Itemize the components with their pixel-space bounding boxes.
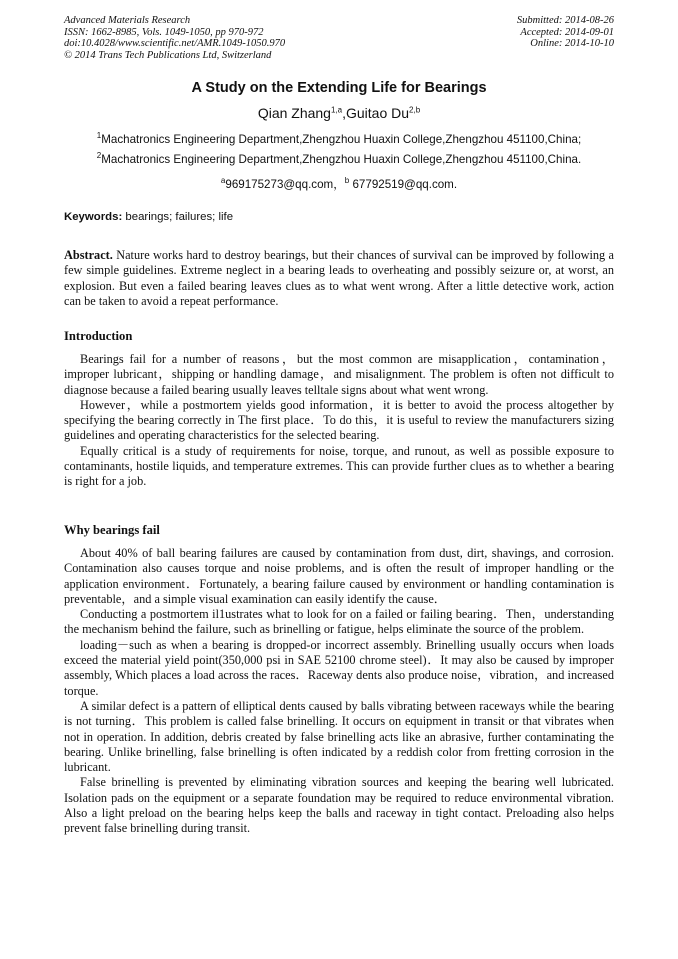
submitted-date: Submitted: 2014-08-26 <box>516 15 614 26</box>
abstract-text: Nature works hard to destroy bearings, but their chances of survival can be improved by following a few simple guidelines. Extreme neglect in a bearing leads to overheating and possibly seizure or, at worst, an explosion. But even a failed bearing leaves clues as to what went wrong. After a little detective work, action can be taken to avoid a repeat performance. <box>64 248 614 308</box>
journal-issn: ISSN: 1662-8985, Vols. 1049-1050, pp 970-972 <box>64 26 264 38</box>
affiliation-2-text: Machatronics Engineering Department,Zhengzhou Huaxin College,Zhengzhou 451100,China. <box>101 153 582 166</box>
author-1: Qian Zhang <box>257 105 331 121</box>
author-1-sup: 1,a <box>330 105 343 115</box>
email-b-sup: b <box>344 176 350 186</box>
accepted-date: Accepted: 2014-09-01 <box>520 26 614 38</box>
online-date: Online: 2014-10-10 <box>530 38 614 50</box>
journal-doi[interactable]: doi:10.4028/www.scientific.net/AMR.1049-1050.970 <box>64 38 286 50</box>
affiliation-2-sup: 2 <box>96 151 102 161</box>
author-2: Guitao Du <box>346 105 410 121</box>
affiliation-1 <box>0 133 678 146</box>
journal-name: Advanced Materials Research <box>64 15 191 26</box>
author-emails <box>0 176 678 192</box>
paragraph: False brinelling is prevented by eliminating vibration sources and keeping the bearing well lubricated. Isolation pads on the equipment or a separate foundation may be required to reduce environmental vibration. Also a light preload on the bearing helps keep the balls and raceway in tight contact. Preloading also helps prevent false brinelling during transit. <box>64 775 614 836</box>
author-2-sup: 2,b <box>409 105 421 115</box>
journal-header-right <box>517 15 614 50</box>
paragraph: A similar defect is a pattern of elliptical dents caused by balls vibrating between raceways while the bearing is not turning．This problem is called false brinelling. It occurs on equipment in transit or that vibrates when not in operation. In addition, debris created by false brinelling acts like an abrasive, further contaminating the bearing. Unlike brinelling, false brinelling is often indicated by a reddish color from fretting corrosion in the lubricant. <box>64 698 614 775</box>
why-bearings-fail-section <box>64 546 614 837</box>
abstract <box>64 248 614 309</box>
author-separator: , <box>342 105 346 121</box>
keywords-label: Keywords: <box>64 211 123 223</box>
paragraph: However，while a postmortem yields good information，it is better to avoid the process altogether by specifying the bearing correctly in The first place．To do this，it is useful to review the manufacturers sizing guidelines and operating characteristics for the selected bearing. <box>64 397 614 443</box>
affiliation-1-text: Machatronics Engineering Department,Zhengzhou Huaxin College,Zhengzhou 451100,China; <box>101 133 582 146</box>
affiliation-1-sup: 1 <box>96 131 102 141</box>
introduction-section <box>64 352 614 490</box>
paragraph: Conducting a postmortem il1ustrates what to look for on a failed or failing bearing．Then，understanding the mechanism behind the failure, such as brinelling or fatigue, helps eliminate the source of the problem. <box>64 607 614 637</box>
paragraph: About 40% of ball bearing failures are caused by contamination from dust, dirt, shavings, and corrosion. Contamination also causes torque and noise problems, and is often the result of improper handling or the application environment．Fortunately, a bearing failure caused by environment or handling contamination is preventable，and a simple visual examination can easily identify the cause． <box>64 546 614 606</box>
paragraph: Equally critical is a study of requirements for noise, torque, and runout, as well as possible exposure to contaminants, hostile liquids, and temperature extremes. This can provide further clues as to whether a bearing is right for a job. <box>64 443 614 489</box>
journal-header-left <box>64 15 285 61</box>
email-a-sup: a <box>220 176 226 186</box>
introduction-heading: Introduction <box>64 329 133 343</box>
affiliation-2 <box>0 153 678 166</box>
paragraph: loading－such as when a bearing is dropped-or incorrect assembly. Brinelling usually occurs when loads exceed the material yield point(350,000 psi in SAE 52100 chrome steel)．It may also be caused by improper assembly, Which places a load across the races．Raceway dents also produce noise，vibration，and increased torque. <box>64 637 614 698</box>
why-bearings-fail-heading: Why bearings fail <box>64 523 160 537</box>
keywords <box>64 211 233 223</box>
paper-title: A Study on the Extending Life for Bearings <box>191 80 487 96</box>
email-a[interactable]: 969175273@qq.com， <box>225 178 345 191</box>
author-line <box>0 105 678 121</box>
paragraph: Bearings fail for a number of reasons，but the most common are misapplication，contamination，improper lubricant，shipping or handling damage，and misalignment. The problem is often not difficult to diagnose because a failed bearing usually leaves telltale signs about what went wrong. <box>64 352 614 397</box>
keywords-text: bearings; failures; life <box>122 211 234 223</box>
abstract-label: Abstract. <box>64 248 113 262</box>
email-b[interactable]: 67792519@qq.com. <box>349 178 458 191</box>
journal-copyright: © 2014 Trans Tech Publications Ltd, Switzerland <box>64 49 272 61</box>
